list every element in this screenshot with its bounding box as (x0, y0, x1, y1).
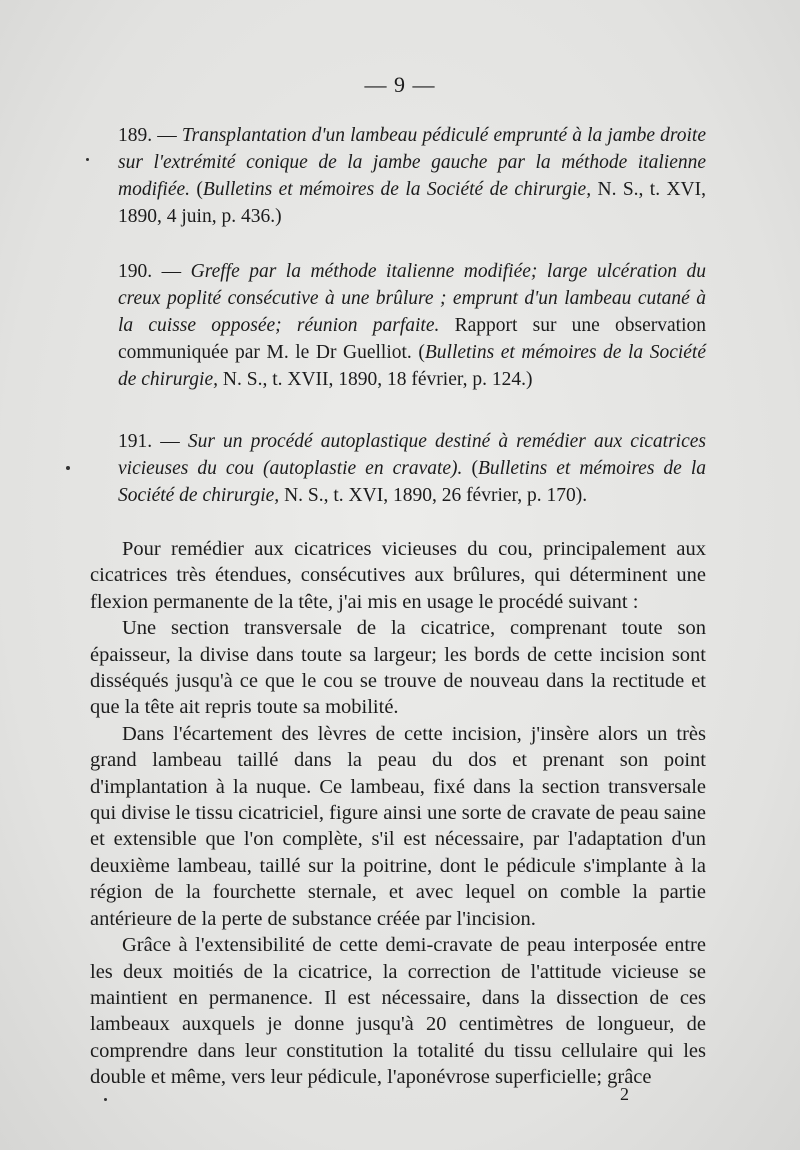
paragraph: Grâce à l'extensibilité de cette demi-cravate de peau interposée entre les deux moitiés de la cicatrice, la correction de l'attitude vicieuse se maintient en permanence. Il est nécessaire, dans la dissection de ces lambeaux auxquels je donne jusqu'à 20 centimètres de longueur, de comprendre dans leur constitution la totalité du tissu cellulaire qui les double et même, vers leur pédicule, l'aponévrose superficielle; grâce (90, 934, 706, 1089)
entry-reference-details: N. S., t. XVII, 1890, 18 février, p. 124.) (222, 369, 533, 390)
page-number: — 9 — (364, 72, 436, 97)
bibliography-entry-189 (118, 122, 706, 230)
entry-reference-journal: Bulletins et mémoires de la Société de chirurgie, (118, 342, 707, 390)
ink-speck (86, 158, 89, 161)
signature-mark: 2 (620, 1084, 629, 1104)
entry-dash: — (161, 261, 182, 282)
entry-reference-journal: Bulletins et mémoires de la Société de chirurgie, (202, 179, 592, 200)
entry-dash: — (157, 125, 177, 146)
entry-reference-details: N. S., t. XVI, 1890, 26 février, p. 170). (284, 485, 588, 506)
bibliography-entry-190 (118, 258, 706, 393)
entry-number: 189. (118, 125, 153, 146)
entry-dash: — (160, 431, 180, 452)
paragraph: Pour remédier aux cicatrices vicieuses du cou, principalement aux cicatrices très étendues, consécutives aux brûlures, qui déterminent une flexion permanente de la tête, j'ai mis en usage le procédé suivant : (90, 538, 706, 613)
ref-open: ( (196, 179, 203, 200)
entry-reference-journal: Bulletins et mémoires de la Société de chirurgie, (118, 458, 706, 506)
entry-title: Sur un procédé autoplastique destiné à remédier aux cicatrices vicieuses du cou (autoplastie en cravate). (118, 431, 706, 479)
ref-open: ( (418, 342, 425, 363)
ink-speck (104, 1098, 107, 1101)
entry-reference-details: N. S., t. XVI, 1890, 4 juin, p. 436.) (118, 179, 707, 227)
entry-title: Greffe par la méthode italienne modifiée; large ulcération du creux poplité consécutive à une brûlure ; emprunt d'un lambeau cutané à la cuisse opposée; réunion parfaite. (118, 261, 706, 336)
paragraph: Une section transversale de la cicatrice, comprenant toute son épaisseur, la divise dans toute sa largeur; les bords de cette incision sont disséqués jusqu'à ce que le cou se trouve de nouveau dans la rectitude et que la tête ait repris toute sa mobilité. (90, 617, 706, 719)
bibliography-entry-191 (118, 428, 706, 509)
entry-number: 190. (118, 261, 153, 282)
entry-number: 191. (118, 431, 153, 452)
body-text (90, 536, 706, 1091)
ink-speck (66, 466, 70, 470)
entry-title: Transplantation d'un lambeau pédiculé emprunté à la jambe droite sur l'extrémité conique de la jambe gauche par la méthode italienne modifiée. (118, 125, 707, 200)
ref-open: ( (471, 458, 478, 479)
entry-plain-text: Rapport sur une observation communiquée par M. le Dr Guelliot. (118, 315, 707, 363)
paragraph: Dans l'écartement des lèvres de cette incision, j'insère alors un très grand lambeau taillé dans la peau du dos et prenant son point d'implantation à la nuque. Ce lambeau, fixé dans la section transversale qui divise le tissu cicatriciel, figure ainsi une sorte de cravate de peau saine et extensible que l'on complète, s'il est nécessaire, par l'adaptation d'un deuxième lambeau, taillé sur la poitrine, dont le pédicule s'implante à la région de la fourchette sternale, et avec lequel on comble la partie antérieure de la perte de substance créée par l'incision. (90, 722, 706, 930)
